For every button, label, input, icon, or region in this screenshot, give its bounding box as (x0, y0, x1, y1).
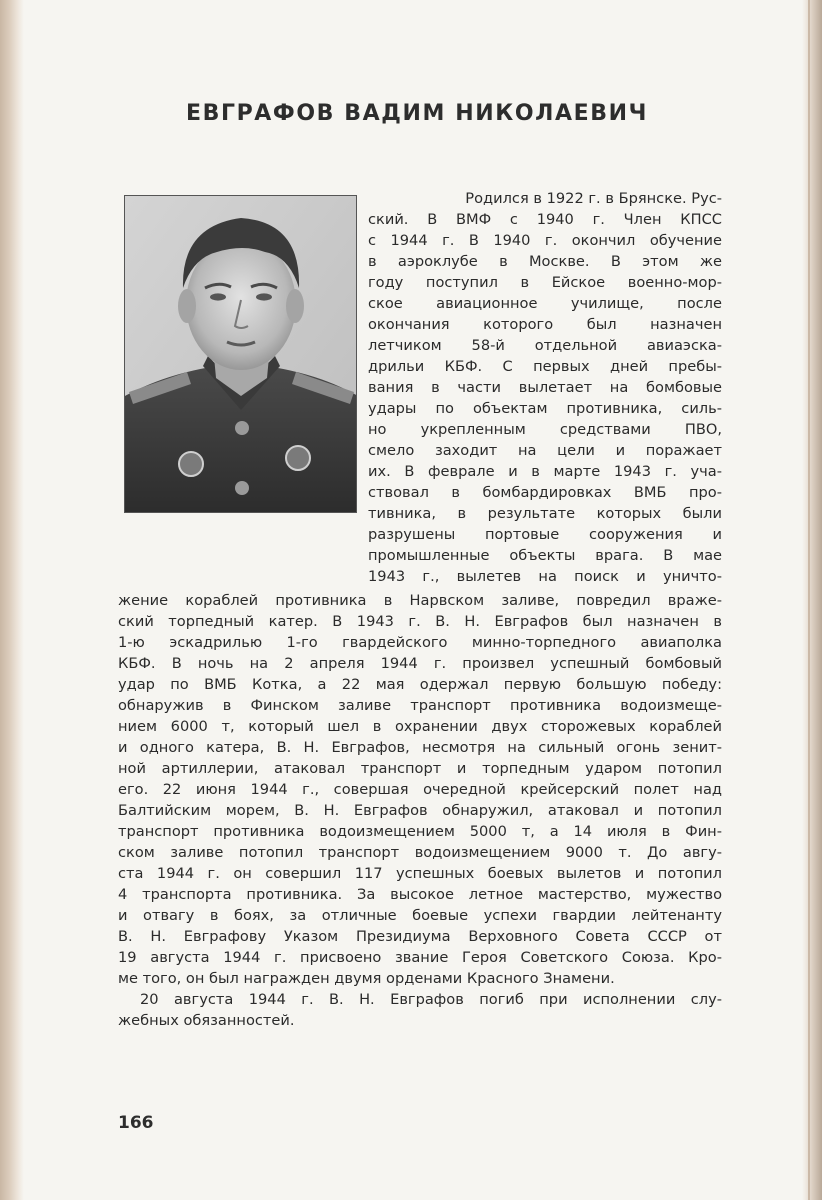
page-edge-line (808, 0, 810, 1200)
text-line: транспорт противника водоизмещением 5000 т, а 14 июля в Фин- (118, 823, 722, 840)
text-line: с 1944 г. В 1940 г. окончил обучение (368, 232, 722, 249)
text-line: нием 6000 т, который шел в охранении двух сторожевых кораблей (118, 718, 722, 735)
text-line: КБФ. В ночь на 2 апреля 1944 г. произвел успешный бомбовый (118, 655, 722, 672)
text-line: В. Н. Евграфову Указом Президиума Верховного Совета СССР от (118, 928, 722, 945)
text-line: вания в части вылетает на бомбовые (368, 379, 722, 396)
portrait-photo-icon (125, 196, 357, 513)
text-line: году поступил в Ейское военно-мор- (368, 274, 722, 291)
text-line: ском заливе потопил транспорт водоизмещением 9000 т. До авгу- (118, 844, 722, 861)
text-line: 20 августа 1944 г. В. Н. Евграфов погиб при исполнении слу- (140, 991, 722, 1008)
text-line: жебных обязанностей. (118, 1012, 295, 1029)
text-line: ский. В ВМФ с 1940 г. Член КПСС (368, 211, 722, 228)
text-line: и одного катера, В. Н. Евграфов, несмотря на сильный огонь зенит- (118, 739, 722, 756)
text-line: ме того, он был награжден двумя орденами Красного Знамени. (118, 970, 615, 987)
text-line: летчиком 58-й отдельной авиаэска- (368, 337, 722, 354)
text-line: ста 1944 г. он совершил 117 успешных боевых вылетов и потопил (118, 865, 722, 882)
text-line: 4 транспорта противника. За высокое летное мастерство, мужество (118, 886, 722, 903)
text-line: разрушены портовые сооружения и (368, 526, 722, 543)
portrait-photo (124, 195, 357, 513)
text-line: 1943 г., вылетев на поиск и уничто- (368, 568, 722, 585)
text-line: ское авиационное училище, после (368, 295, 722, 312)
text-line: удар по ВМБ Котка, а 22 мая одержал первую большую победу: (118, 676, 722, 693)
text-line: жение кораблей противника в Нарвском заливе, повредил враже- (118, 592, 722, 609)
text-line: в аэроклубе в Москве. В этом же (368, 253, 722, 270)
text-line: обнаружив в Финском заливе транспорт противника водоизмеще- (118, 697, 722, 714)
text-line: удары по объектам противника, силь- (368, 400, 722, 417)
text-line: промышленные объекты врага. В мае (368, 547, 722, 564)
text-line: окончания которого был назначен (368, 316, 722, 333)
text-line: 19 августа 1944 г. присвоено звание Героя Советского Союза. Кро- (118, 949, 722, 966)
text-line: их. В феврале и в марте 1943 г. уча- (368, 463, 722, 480)
text-line: но укрепленным средствами ПВО, (368, 421, 722, 438)
text-line: ский торпедный катер. В 1943 г. В. Н. Евграфов был назначен в (118, 613, 722, 630)
text-line: ствовал в бомбардировках ВМБ про- (368, 484, 722, 501)
text-line: смело заходит на цели и поражает (368, 442, 722, 459)
text-line: тивника, в результате которых были (368, 505, 722, 522)
page-number: 166 (118, 1113, 154, 1133)
page-title: ЕВГРАФОВ ВАДИМ НИКОЛАЕВИЧ (185, 101, 649, 126)
text-line: дрильи КБФ. С первых дней пребы- (368, 358, 722, 375)
text-line: Родился в 1922 г. в Брянске. Рус- (465, 190, 722, 207)
page-edge-right (802, 0, 822, 1200)
page-spine-left (0, 0, 24, 1200)
text-line: Балтийским морем, В. Н. Евграфов обнаружил, атаковал и потопил (118, 802, 722, 819)
text-line: 1-ю эскадрилью 1-го гвардейского минно-торпедного авиаполка (118, 634, 722, 651)
text-line: ной артиллерии, атаковал транспорт и торпедным ударом потопил (118, 760, 722, 777)
text-line: и отвагу в боях, за отличные боевые успехи гвардии лейтенанту (118, 907, 722, 924)
text-line: его. 22 июня 1944 г., совершая очередной крейсерский полет над (118, 781, 722, 798)
